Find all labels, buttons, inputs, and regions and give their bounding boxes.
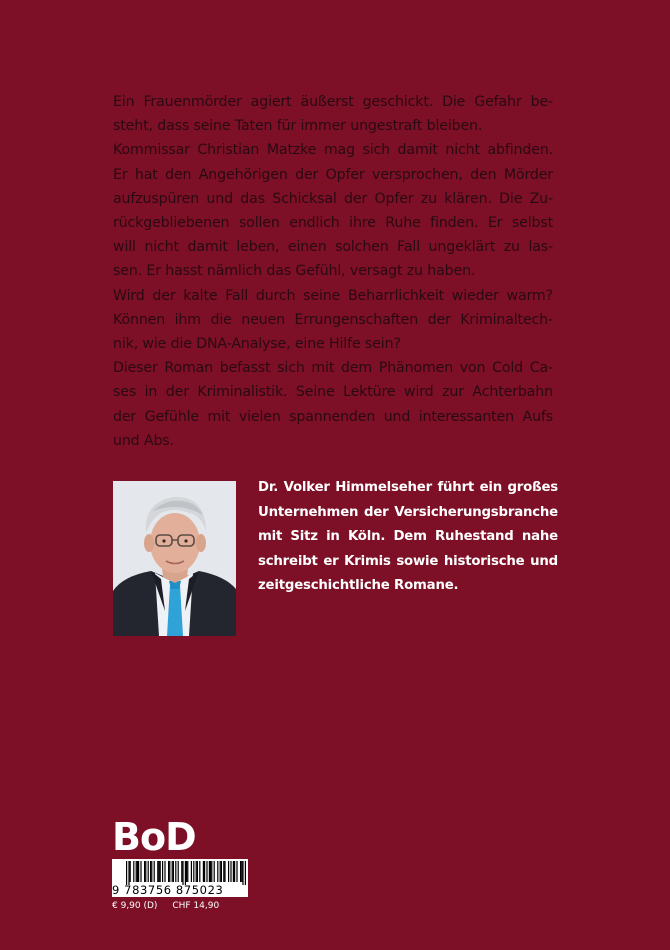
blurb-line: aufzuspüren und das Schicksal der Opfer zu klären. Die Zu- <box>113 190 553 207</box>
barcode-bar <box>234 861 235 882</box>
blurb-line: und Abs. <box>113 432 174 449</box>
barcode-bar <box>185 861 186 885</box>
blurb-line: steht, dass seine Taten für immer ungestraft bleiben. <box>113 118 483 135</box>
isbn-barcode <box>112 859 248 897</box>
barcode-bar <box>230 861 231 882</box>
back-cover-blurb <box>113 90 553 453</box>
publisher-logo: BoD <box>112 815 196 859</box>
barcode-bar <box>186 861 187 882</box>
blurb-line: will nicht damit leben, einen solchen Fall ungeklärt zu las- <box>113 239 553 256</box>
barcode-bar <box>154 861 155 882</box>
barcode-bar <box>136 861 137 882</box>
barcode-bar <box>191 861 192 882</box>
barcode-bar <box>162 861 163 882</box>
barcode-bar <box>175 861 176 882</box>
price-chf: CHF 14,90 <box>172 901 220 911</box>
barcode-bar <box>178 861 179 882</box>
barcode-bar <box>187 861 188 882</box>
blurb-line: Dieser Roman befasst sich mit dem Phänomen von Cold Ca- <box>113 360 553 377</box>
barcode-bar <box>182 861 183 885</box>
barcode-bar <box>173 861 174 882</box>
author-bio-line: Dr. Volker Himmelseher führt ein großes <box>258 480 558 495</box>
barcode-bar <box>151 861 152 882</box>
barcode-bar <box>214 861 215 882</box>
author-bio-line: mit Sitz in Köln. Dem Ruhestand nahe <box>258 529 558 545</box>
blurb-line: Er hat den Angehörigen der Opfer versprochen, den Mörder <box>113 166 553 183</box>
blurb-line: der Gefühle mit vielen spannenden und interessanten Aufs <box>113 408 553 425</box>
barcode-bar <box>130 861 131 882</box>
barcode-bar <box>150 861 151 882</box>
barcode-bar <box>233 861 234 882</box>
blurb-line: Wird der kalte Fall durch seine Beharrlichkeit wieder warm? <box>113 287 553 304</box>
barcode-bar <box>217 861 218 882</box>
barcode-bar <box>193 861 194 882</box>
blurb-line: Ein Frauenmörder agiert äußerst geschickt. Die Gefahr be- <box>113 94 553 110</box>
barcode-bar <box>160 861 161 882</box>
barcode-bar <box>172 861 173 882</box>
barcode-bar <box>240 861 241 882</box>
author-photo <box>113 481 236 636</box>
barcode-bar <box>133 861 134 882</box>
barcode-bar <box>224 861 225 882</box>
author-bio-line: Unternehmen der Versicherungsbranche <box>258 504 558 520</box>
barcode-bar <box>223 861 224 882</box>
price-eur: € 9,90 (D) <box>112 901 158 911</box>
barcode-bar <box>245 861 246 885</box>
barcode-bar <box>203 861 204 882</box>
barcode-bar <box>242 861 243 885</box>
blurb-line: Können ihm die neuen Errungenschaften der Kriminaltech- <box>113 311 553 328</box>
barcode-bar <box>210 861 211 882</box>
barcode-bar <box>220 861 221 882</box>
barcode-bar <box>228 861 229 882</box>
blurb-line: nik, wie die DNA-Analyse, eine Hilfe sein? <box>113 336 401 353</box>
barcode-bar <box>138 861 139 882</box>
blurb-line: sen. Er hasst nämlich das Gefühl, versagt zu haben. <box>113 263 476 280</box>
barcode-bar <box>140 861 141 882</box>
barcode-bar <box>126 861 127 885</box>
author-bio-line: zeitgeschichtliche Romane. <box>258 578 459 594</box>
isbn-digits: 9 783756 875023 <box>112 883 224 897</box>
blurb-line: Kommissar Christian Matzke mag sich damit nicht abfinden. <box>113 142 553 159</box>
barcode-bar <box>158 861 159 882</box>
author-portrait-illustration <box>113 481 236 636</box>
barcode-bar <box>241 861 242 882</box>
barcode-bar <box>168 861 169 882</box>
barcode-bar <box>199 861 200 882</box>
author-bio-line: schreibt er Krimis sowie historische und <box>258 553 558 569</box>
barcode-bar <box>148 861 149 882</box>
barcode-bar <box>206 861 207 882</box>
barcode-bar <box>236 861 237 882</box>
barcode-bar <box>128 861 129 885</box>
barcode-bar <box>204 861 205 882</box>
barcode-bar <box>169 861 170 882</box>
barcode-bar <box>197 861 198 882</box>
author-bio <box>258 476 558 599</box>
barcode-bar <box>196 861 197 882</box>
barcode-bar <box>181 861 182 882</box>
barcode-bar <box>145 861 146 882</box>
barcode-bar <box>211 861 212 882</box>
barcode-bar <box>157 861 158 882</box>
blurb-line: rückgebliebenen sollen endlich ihre Ruhe finden. Er selbst <box>113 215 553 232</box>
price-line <box>112 900 231 912</box>
barcode-bars <box>112 859 248 885</box>
barcode-bar <box>144 861 145 882</box>
barcode-bar <box>137 861 138 882</box>
barcode-bar <box>221 861 222 882</box>
barcode-bar <box>164 861 165 882</box>
barcode-bar <box>209 861 210 882</box>
blurb-line: ses in der Kriminalistik. Seine Lektüre wird zur Achterbahn <box>113 384 553 401</box>
